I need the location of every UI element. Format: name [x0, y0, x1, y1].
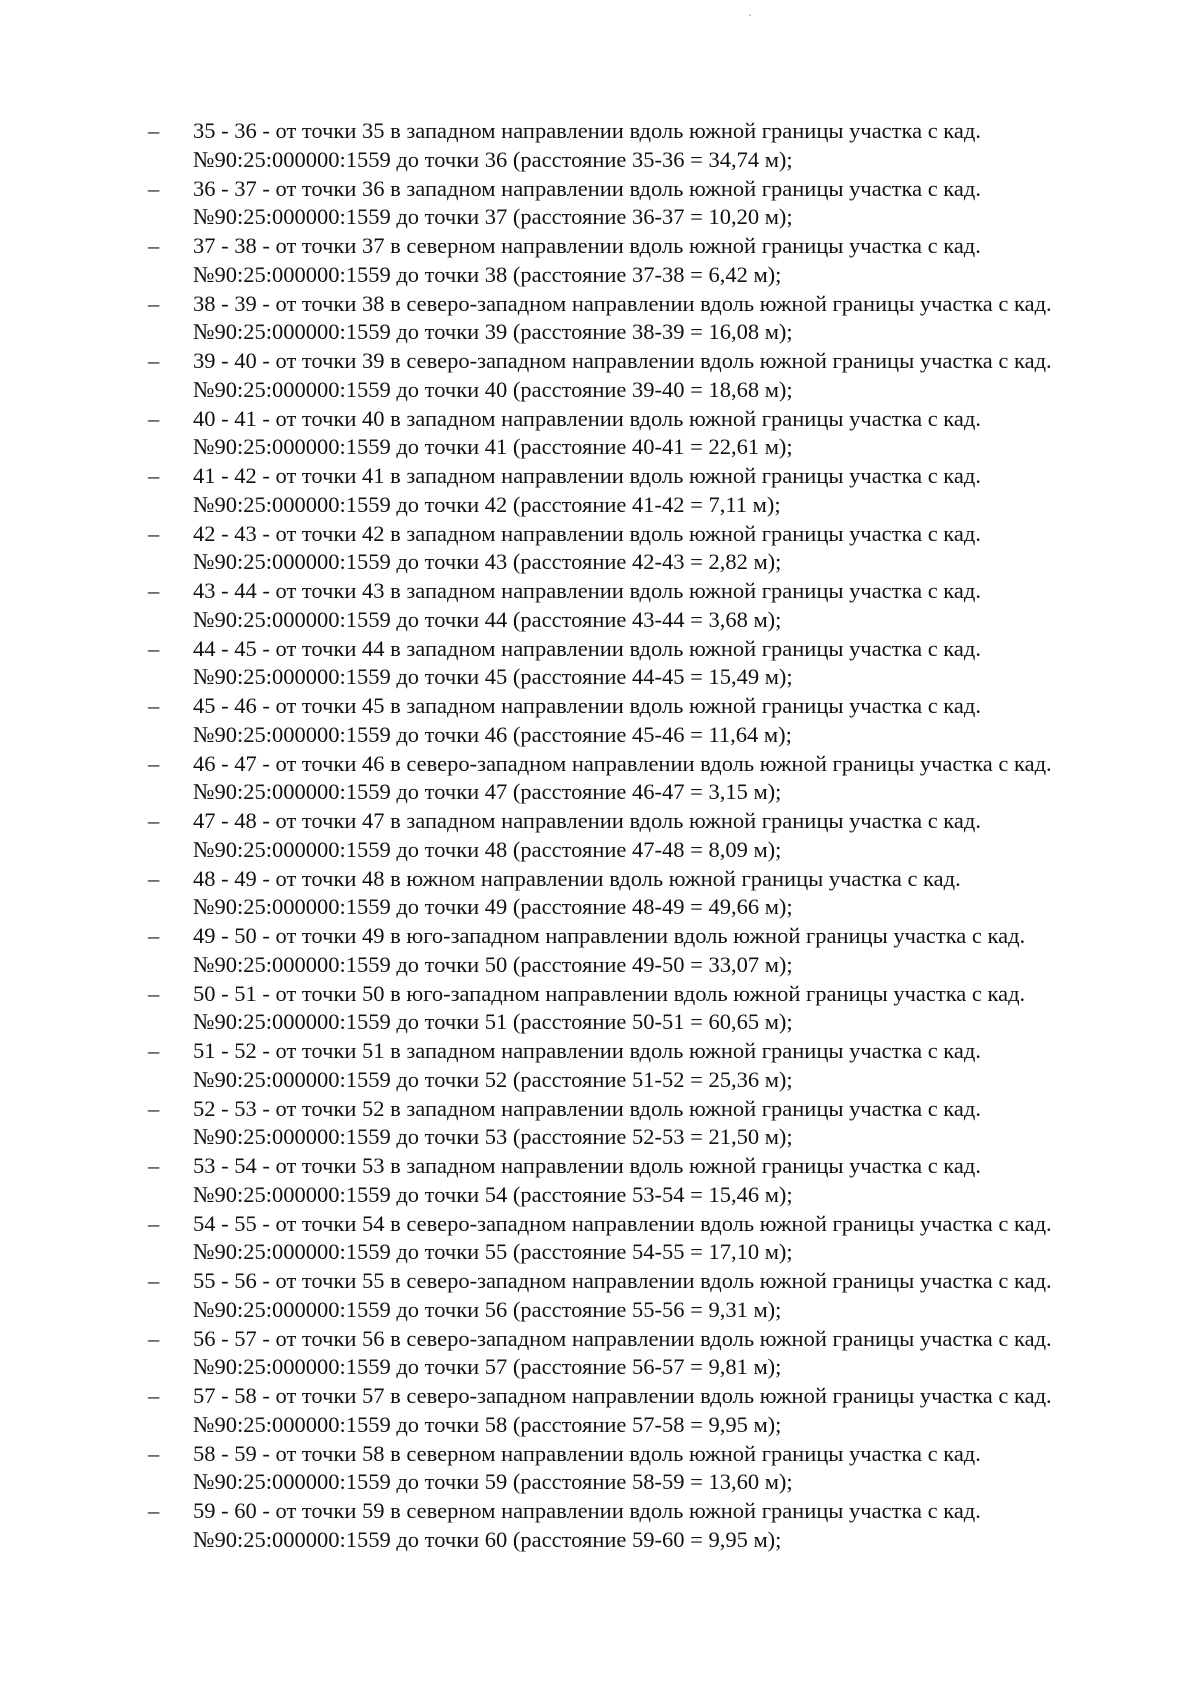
segment-description-line: 35 - 36 - от точки 35 в западном направлении вдоль южной границы участка с кад.	[193, 118, 981, 143]
list-bullet-dash: –	[148, 1095, 160, 1121]
list-bullet-dash: –	[148, 1210, 160, 1236]
list-bullet-dash: –	[148, 750, 160, 776]
segment-cadastral-distance-line: №90:25:000000:1559 до точки 38 (расстояние 37-38 = 6,42 м);	[193, 261, 782, 287]
list-bullet-dash: –	[148, 233, 160, 258]
segment-description-line: 45 - 46 - от точки 45 в западном направлении вдоль южной границы участка с кад.	[193, 693, 981, 718]
segment-cadastral-distance-line: №90:25:000000:1559 до точки 36 (расстояние 35-36 = 34,74 м);	[193, 146, 793, 172]
list-item	[148, 1440, 1158, 1497]
segment-cadastral-distance-line: №90:25:000000:1559 до точки 48 (расстояние 47-48 = 8,09 м);	[193, 836, 782, 862]
list-item	[148, 577, 1158, 634]
segment-cadastral-distance-line: №90:25:000000:1559 до точки 43 (расстояние 42-43 = 2,82 м);	[193, 549, 782, 574]
segment-description-line: 38 - 39 - от точки 38 в северо-западном направлении вдоль южной границы участка с кад.	[193, 290, 1052, 316]
segment-cadastral-distance-line: №90:25:000000:1559 до точки 41 (расстояние 40-41 = 22,61 м);	[193, 434, 793, 459]
segment-cadastral-distance-line: №90:25:000000:1559 до точки 50 (расстояние 49-50 = 33,07 м);	[193, 951, 793, 977]
list-item	[148, 635, 1158, 692]
list-bullet-dash: –	[148, 348, 160, 373]
list-item	[148, 232, 1158, 289]
segment-description-line: 51 - 52 - от точки 51 в западном направлении вдоль южной границы участка с кад.	[193, 1038, 981, 1063]
segment-description-line: 48 - 49 - от точки 48 в южном направлении вдоль южной границы участка с кад.	[193, 865, 961, 891]
segment-cadastral-distance-line: №90:25:000000:1559 до точки 57 (расстояние 56-57 = 9,81 м);	[193, 1354, 782, 1379]
segment-description-line: 40 - 41 - от точки 40 в западном направлении вдоль южной границы участка с кад.	[193, 405, 981, 431]
list-item	[148, 175, 1158, 232]
list-bullet-dash: –	[148, 1325, 160, 1351]
segment-cadastral-distance-line: №90:25:000000:1559 до точки 52 (расстояние 51-52 = 25,36 м);	[193, 1066, 793, 1092]
segment-cadastral-distance-line: №90:25:000000:1559 до точки 44 (расстояние 43-44 = 3,68 м);	[193, 606, 782, 632]
segment-description-line: 43 - 44 - от точки 43 в западном направлении вдоль южной границы участка с кад.	[193, 578, 981, 603]
list-bullet-dash: –	[148, 578, 160, 603]
segment-description-line: 54 - 55 - от точки 54 в северо-западном направлении вдоль южной границы участка с кад.	[193, 1210, 1052, 1236]
list-bullet-dash: –	[148, 1498, 160, 1523]
list-item	[148, 692, 1158, 749]
segment-cadastral-distance-line: №90:25:000000:1559 до точки 49 (расстояние 48-49 = 49,66 м);	[193, 894, 793, 919]
list-bullet-dash: –	[148, 520, 160, 546]
segment-description-line: 39 - 40 - от точки 39 в северо-западном направлении вдоль южной границы участка с кад.	[193, 348, 1052, 373]
list-item	[148, 1095, 1158, 1152]
segment-cadastral-distance-line: №90:25:000000:1559 до точки 53 (расстояние 52-53 = 21,50 м);	[193, 1124, 793, 1149]
list-item	[148, 1152, 1158, 1209]
list-bullet-dash: –	[148, 1153, 160, 1178]
segment-description-line: 47 - 48 - от точки 47 в западном направлении вдоль южной границы участка с кад.	[193, 808, 981, 833]
segment-cadastral-distance-line: №90:25:000000:1559 до точки 55 (расстояние 54-55 = 17,10 м);	[193, 1239, 793, 1264]
list-item	[148, 462, 1158, 519]
list-item	[148, 807, 1158, 864]
segment-description-line: 59 - 60 - от точки 59 в северном направлении вдоль южной границы участка с кад.	[193, 1498, 981, 1523]
list-item	[148, 520, 1158, 577]
list-bullet-dash: –	[148, 923, 160, 948]
segment-cadastral-distance-line: №90:25:000000:1559 до точки 58 (расстояние 57-58 = 9,95 м);	[193, 1411, 782, 1437]
segment-description-line: 56 - 57 - от точки 56 в северо-западном направлении вдоль южной границы участка с кад.	[193, 1325, 1052, 1351]
list-bullet-dash: –	[148, 1268, 160, 1293]
list-item	[148, 865, 1158, 922]
list-bullet-dash: –	[148, 980, 160, 1006]
segment-cadastral-distance-line: №90:25:000000:1559 до точки 42 (расстояние 41-42 = 7,11 м);	[193, 491, 781, 517]
segment-description-line: 50 - 51 - от точки 50 в юго-западном направлении вдоль южной границы участка с кад.	[193, 980, 1026, 1006]
list-item	[148, 405, 1158, 462]
list-item	[148, 1267, 1158, 1324]
segment-cadastral-distance-line: №90:25:000000:1559 до точки 47 (расстояние 46-47 = 3,15 м);	[193, 779, 782, 804]
list-bullet-dash: –	[148, 118, 160, 143]
segment-description-line: 57 - 58 - от точки 57 в северо-западном направлении вдоль южной границы участка с кад.	[193, 1383, 1052, 1408]
list-item	[148, 290, 1158, 347]
segment-description-line: 44 - 45 - от точки 44 в западном направлении вдоль южной границы участка с кад.	[193, 635, 981, 661]
list-bullet-dash: –	[148, 693, 160, 718]
list-item	[148, 1382, 1158, 1439]
segment-description-line: 58 - 59 - от точки 58 в северном направлении вдоль южной границы участка с кад.	[193, 1440, 981, 1466]
segment-cadastral-distance-line: №90:25:000000:1559 до точки 39 (расстояние 38-39 = 16,08 м);	[193, 319, 793, 344]
list-bullet-dash: –	[148, 290, 160, 316]
segment-description-line: 55 - 56 - от точки 55 в северо-западном направлении вдоль южной границы участка с кад.	[193, 1268, 1052, 1293]
scan-artifact-dot	[749, 14, 751, 16]
segment-cadastral-distance-line: №90:25:000000:1559 до точки 40 (расстояние 39-40 = 18,68 м);	[193, 376, 793, 402]
boundary-description-list	[148, 117, 1158, 1555]
list-bullet-dash: –	[148, 635, 160, 661]
segment-description-line: 52 - 53 - от точки 52 в западном направлении вдоль южной границы участка с кад.	[193, 1095, 981, 1121]
segment-description-line: 42 - 43 - от точки 42 в западном направлении вдоль южной границы участка с кад.	[193, 520, 981, 546]
list-item	[148, 117, 1158, 174]
list-bullet-dash: –	[148, 463, 160, 488]
list-item	[148, 922, 1158, 979]
list-item	[148, 1497, 1158, 1554]
segment-cadastral-distance-line: №90:25:000000:1559 до точки 37 (расстояние 36-37 = 10,20 м);	[193, 204, 793, 229]
list-bullet-dash: –	[148, 1038, 160, 1063]
segment-cadastral-distance-line: №90:25:000000:1559 до точки 59 (расстояние 58-59 = 13,60 м);	[193, 1469, 793, 1494]
segment-description-line: 41 - 42 - от точки 41 в западном направлении вдоль южной границы участка с кад.	[193, 463, 981, 488]
list-item	[148, 1210, 1158, 1267]
list-bullet-dash: –	[148, 405, 160, 431]
segment-description-line: 36 - 37 - от точки 36 в западном направлении вдоль южной границы участка с кад.	[193, 175, 981, 201]
list-bullet-dash: –	[148, 1383, 160, 1408]
segment-description-line: 46 - 47 - от точки 46 в северо-западном направлении вдоль южной границы участка с кад.	[193, 750, 1052, 776]
list-bullet-dash: –	[148, 1440, 160, 1466]
list-item	[148, 1325, 1158, 1382]
list-item	[148, 347, 1158, 404]
segment-cadastral-distance-line: №90:25:000000:1559 до точки 46 (расстояние 45-46 = 11,64 м);	[193, 721, 792, 747]
segment-cadastral-distance-line: №90:25:000000:1559 до точки 56 (расстояние 55-56 = 9,31 м);	[193, 1296, 782, 1322]
segment-description-line: 37 - 38 - от точки 37 в северном направлении вдоль южной границы участка с кад.	[193, 233, 981, 258]
segment-cadastral-distance-line: №90:25:000000:1559 до точки 51 (расстояние 50-51 = 60,65 м);	[193, 1009, 793, 1034]
list-bullet-dash: –	[148, 175, 160, 201]
list-item	[148, 750, 1158, 807]
list-bullet-dash: –	[148, 865, 160, 891]
segment-description-line: 49 - 50 - от точки 49 в юго-западном направлении вдоль южной границы участка с кад.	[193, 923, 1026, 948]
segment-cadastral-distance-line: №90:25:000000:1559 до точки 45 (расстояние 44-45 = 15,49 м);	[193, 664, 793, 689]
segment-description-line: 53 - 54 - от точки 53 в западном направлении вдоль южной границы участка с кад.	[193, 1153, 981, 1178]
list-item	[148, 980, 1158, 1037]
list-item	[148, 1037, 1158, 1094]
segment-cadastral-distance-line: №90:25:000000:1559 до точки 54 (расстояние 53-54 = 15,46 м);	[193, 1181, 793, 1207]
segment-cadastral-distance-line: №90:25:000000:1559 до точки 60 (расстояние 59-60 = 9,95 м);	[193, 1526, 782, 1552]
list-bullet-dash: –	[148, 808, 160, 833]
